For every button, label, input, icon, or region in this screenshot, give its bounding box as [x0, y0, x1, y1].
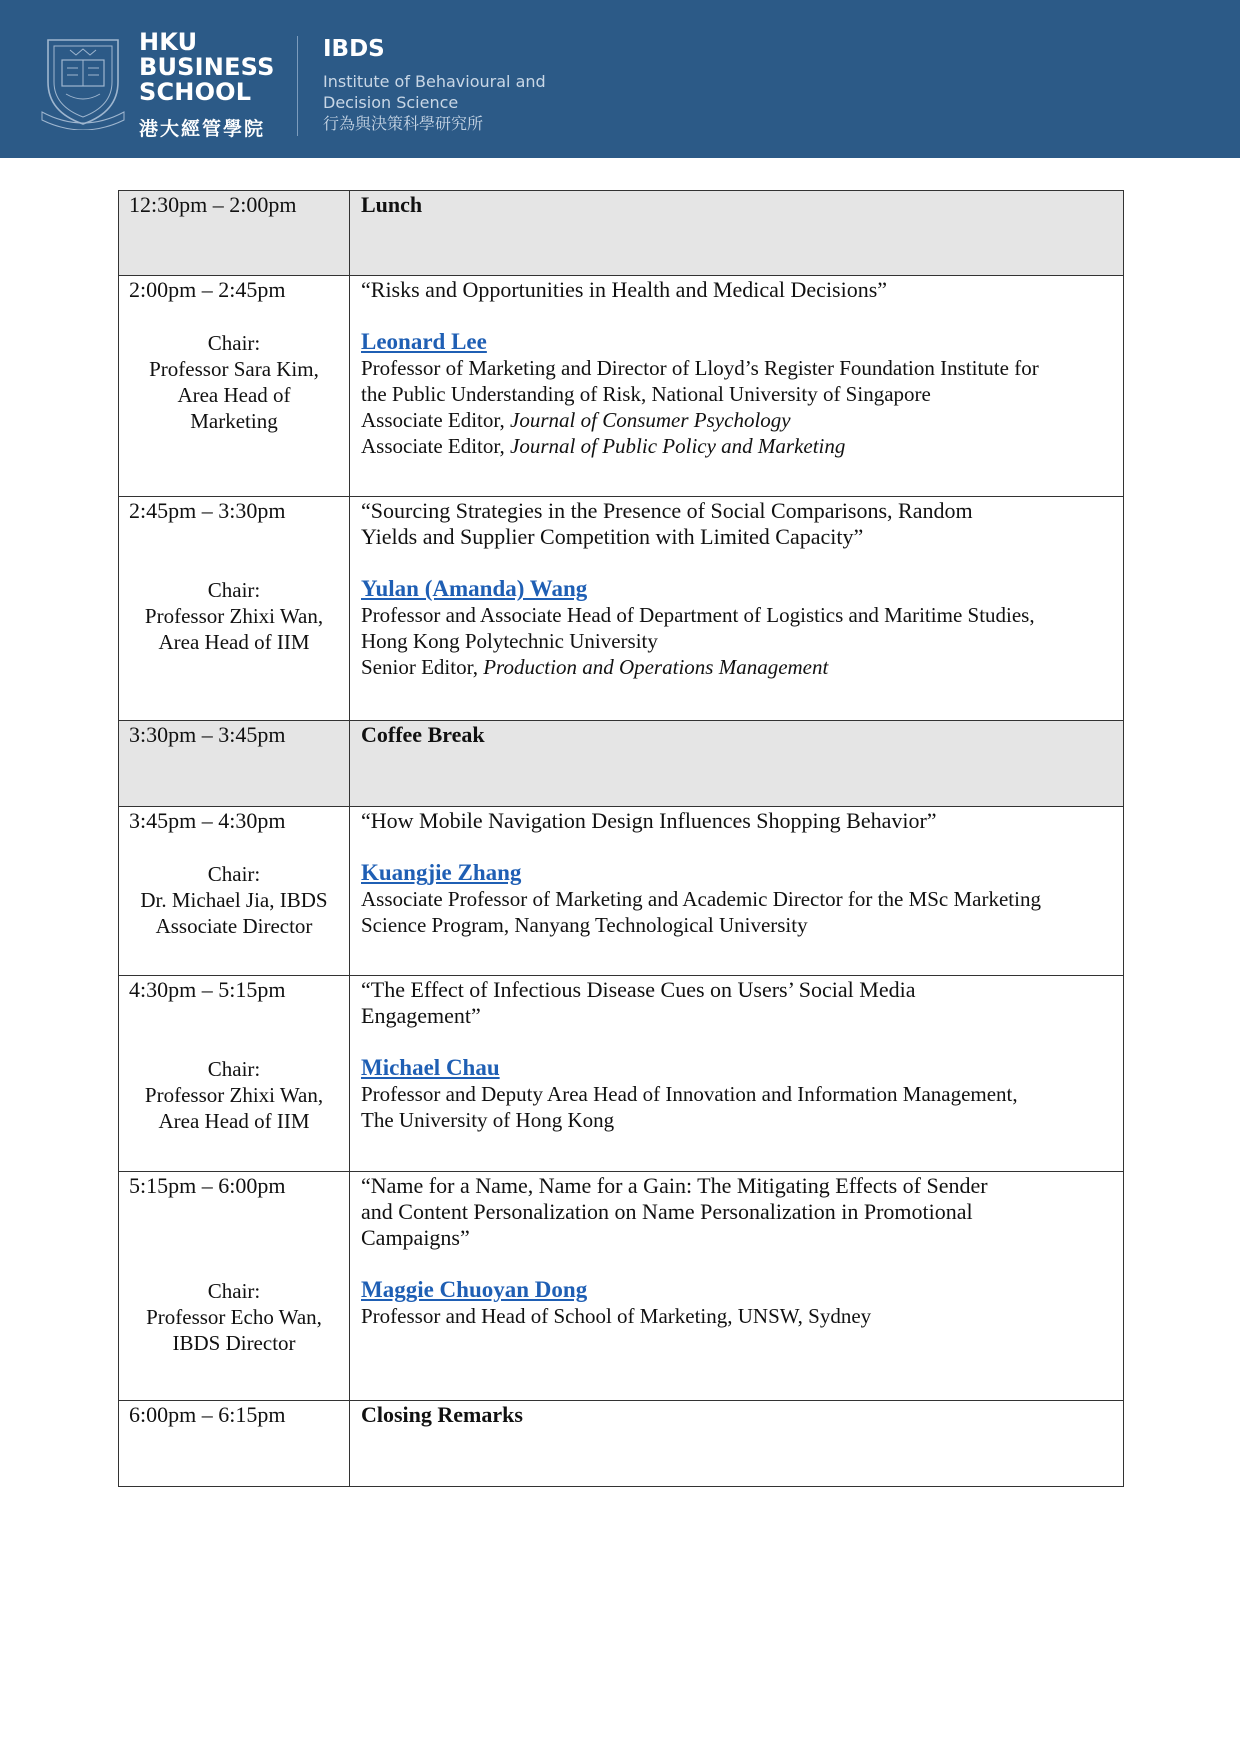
session-chair: [119, 577, 349, 655]
agenda-row-session: [119, 1172, 1124, 1401]
talk-title: [361, 977, 1113, 1029]
talk-title: [361, 498, 1113, 550]
editor-role-label: Associate Editor,: [361, 434, 511, 458]
agenda-row-session: [119, 807, 1124, 976]
session-time: 2:45pm – 3:30pm: [129, 498, 286, 523]
speaker-link[interactable]: Yulan (Amanda) Wang: [361, 576, 588, 601]
affiliation-line: the Public Understanding of Risk, National University of Singapore: [361, 382, 931, 406]
speaker-affiliation: [361, 1303, 1113, 1329]
session-time: 3:30pm – 3:45pm: [129, 722, 286, 747]
chair-line: Marketing: [190, 409, 278, 433]
agenda-row-closing: [119, 1401, 1124, 1487]
journal-name: Production and Operations Management: [483, 655, 829, 679]
session-title: Lunch: [361, 192, 423, 217]
chair-line: Chair:: [207, 1057, 261, 1081]
institute-name-line: Decision Science: [323, 93, 459, 112]
school-name-line: HKU: [139, 28, 198, 56]
session-title: Closing Remarks: [361, 1402, 523, 1427]
affiliation-line: Professor of Marketing and Director of Lloyd’s Register Foundation Institute for: [361, 356, 1039, 380]
session-time: 2:00pm – 2:45pm: [129, 277, 286, 302]
chair-line: Area Head of IIM: [158, 1109, 310, 1133]
editor-role: [361, 654, 1113, 680]
affiliation-line: The University of Hong Kong: [361, 1108, 615, 1132]
speaker-link[interactable]: Michael Chau: [361, 1055, 500, 1080]
chair-line: Chair:: [207, 578, 261, 602]
session-chair: [119, 861, 349, 939]
talk-title-line: “Sourcing Strategies in the Presence of Social Comparisons, Random: [361, 498, 973, 523]
chair-line: Area Head of IIM: [158, 630, 310, 654]
session-time: 4:30pm – 5:15pm: [129, 977, 286, 1002]
school-name-chinese: 港大經管學院: [139, 118, 266, 140]
chair-line: Area Head of: [177, 383, 291, 407]
session-time: 12:30pm – 2:00pm: [129, 192, 297, 217]
speaker-link[interactable]: Leonard Lee: [361, 329, 487, 354]
editor-role-label: Associate Editor,: [361, 408, 511, 432]
school-name-line: BUSINESS: [139, 53, 275, 81]
talk-title-line: and Content Personalization on Name Personalization in Promotional: [361, 1199, 973, 1224]
talk-title-line: “The Effect of Infectious Disease Cues on Users’ Social Media: [361, 977, 916, 1002]
session-chair: [119, 330, 349, 434]
chair-line: IBDS Director: [172, 1331, 296, 1355]
talk-title-line: “Name for a Name, Name for a Gain: The Mitigating Effects of Sender: [361, 1173, 988, 1198]
school-name-line: SCHOOL: [139, 78, 252, 106]
journal-name: Journal of Consumer Psychology: [510, 408, 791, 432]
chair-line: Professor Echo Wan,: [146, 1305, 322, 1329]
session-time: 6:00pm – 6:15pm: [129, 1402, 286, 1427]
header-banner: [0, 0, 1240, 158]
speaker-link[interactable]: Maggie Chuoyan Dong: [361, 1277, 588, 1302]
talk-title-line: Engagement”: [361, 1003, 481, 1028]
institute-full-name: [323, 71, 546, 134]
session-time: 5:15pm – 6:00pm: [129, 1173, 286, 1198]
affiliation-line: Hong Kong Polytechnic University: [361, 629, 658, 653]
agenda-row-session: [119, 976, 1124, 1172]
chair-line: Dr. Michael Jia, IBDS: [140, 888, 328, 912]
editor-role: [361, 407, 1113, 433]
agenda-row-lunch: [119, 191, 1124, 276]
editor-role-label: Senior Editor,: [361, 655, 484, 679]
institute-name-line: Institute of Behavioural and: [323, 72, 546, 91]
talk-title: “Risks and Opportunities in Health and Medical Decisions”: [361, 277, 888, 302]
institute-short-name: IBDS: [323, 36, 385, 62]
session-chair: [119, 1056, 349, 1134]
affiliation-line: Science Program, Nanyang Technological University: [361, 913, 808, 937]
chair-line: Associate Director: [155, 914, 313, 938]
talk-title-line: Yields and Supplier Competition with Limited Capacity”: [361, 524, 864, 549]
speaker-affiliation: [361, 602, 1113, 680]
session-time: 3:45pm – 4:30pm: [129, 808, 286, 833]
chair-line: Chair:: [207, 862, 261, 886]
chair-line: Professor Zhixi Wan,: [144, 1083, 324, 1107]
chair-line: Professor Sara Kim,: [149, 357, 319, 381]
affiliation-line: Professor and Deputy Area Head of Innovation and Information Management,: [361, 1082, 1018, 1106]
speaker-affiliation: [361, 886, 1113, 938]
university-crest-icon: [40, 30, 126, 130]
affiliation-line: Professor and Associate Head of Department of Logistics and Maritime Studies,: [361, 603, 1035, 627]
speaker-link[interactable]: Kuangjie Zhang: [361, 860, 522, 885]
journal-name: Journal of Public Policy and Marketing: [510, 434, 846, 458]
agenda-row-break: [119, 721, 1124, 807]
speaker-affiliation: [361, 1081, 1113, 1133]
chair-line: Chair:: [207, 331, 261, 355]
chair-line: Chair:: [207, 1279, 261, 1303]
agenda-row-session: [119, 276, 1124, 497]
affiliation-line: Professor and Head of School of Marketing, UNSW, Sydney: [361, 1304, 872, 1328]
institute-name-line: 行為與決策科學研究所: [323, 114, 484, 133]
agenda-row-session: [119, 497, 1124, 721]
speaker-affiliation: [361, 355, 1113, 459]
affiliation-line: Associate Professor of Marketing and Academic Director for the MSc Marketing: [361, 887, 1041, 911]
header-divider: [297, 36, 298, 136]
agenda-table: [118, 190, 1124, 1487]
talk-title: “How Mobile Navigation Design Influences Shopping Behavior”: [361, 808, 937, 833]
chair-line: Professor Zhixi Wan,: [144, 604, 324, 628]
talk-title-line: Campaigns”: [361, 1225, 470, 1250]
school-name: [139, 30, 275, 105]
editor-role: [361, 433, 1113, 459]
talk-title: [361, 1173, 1113, 1251]
session-chair: [119, 1278, 349, 1356]
session-title: Coffee Break: [361, 722, 485, 747]
